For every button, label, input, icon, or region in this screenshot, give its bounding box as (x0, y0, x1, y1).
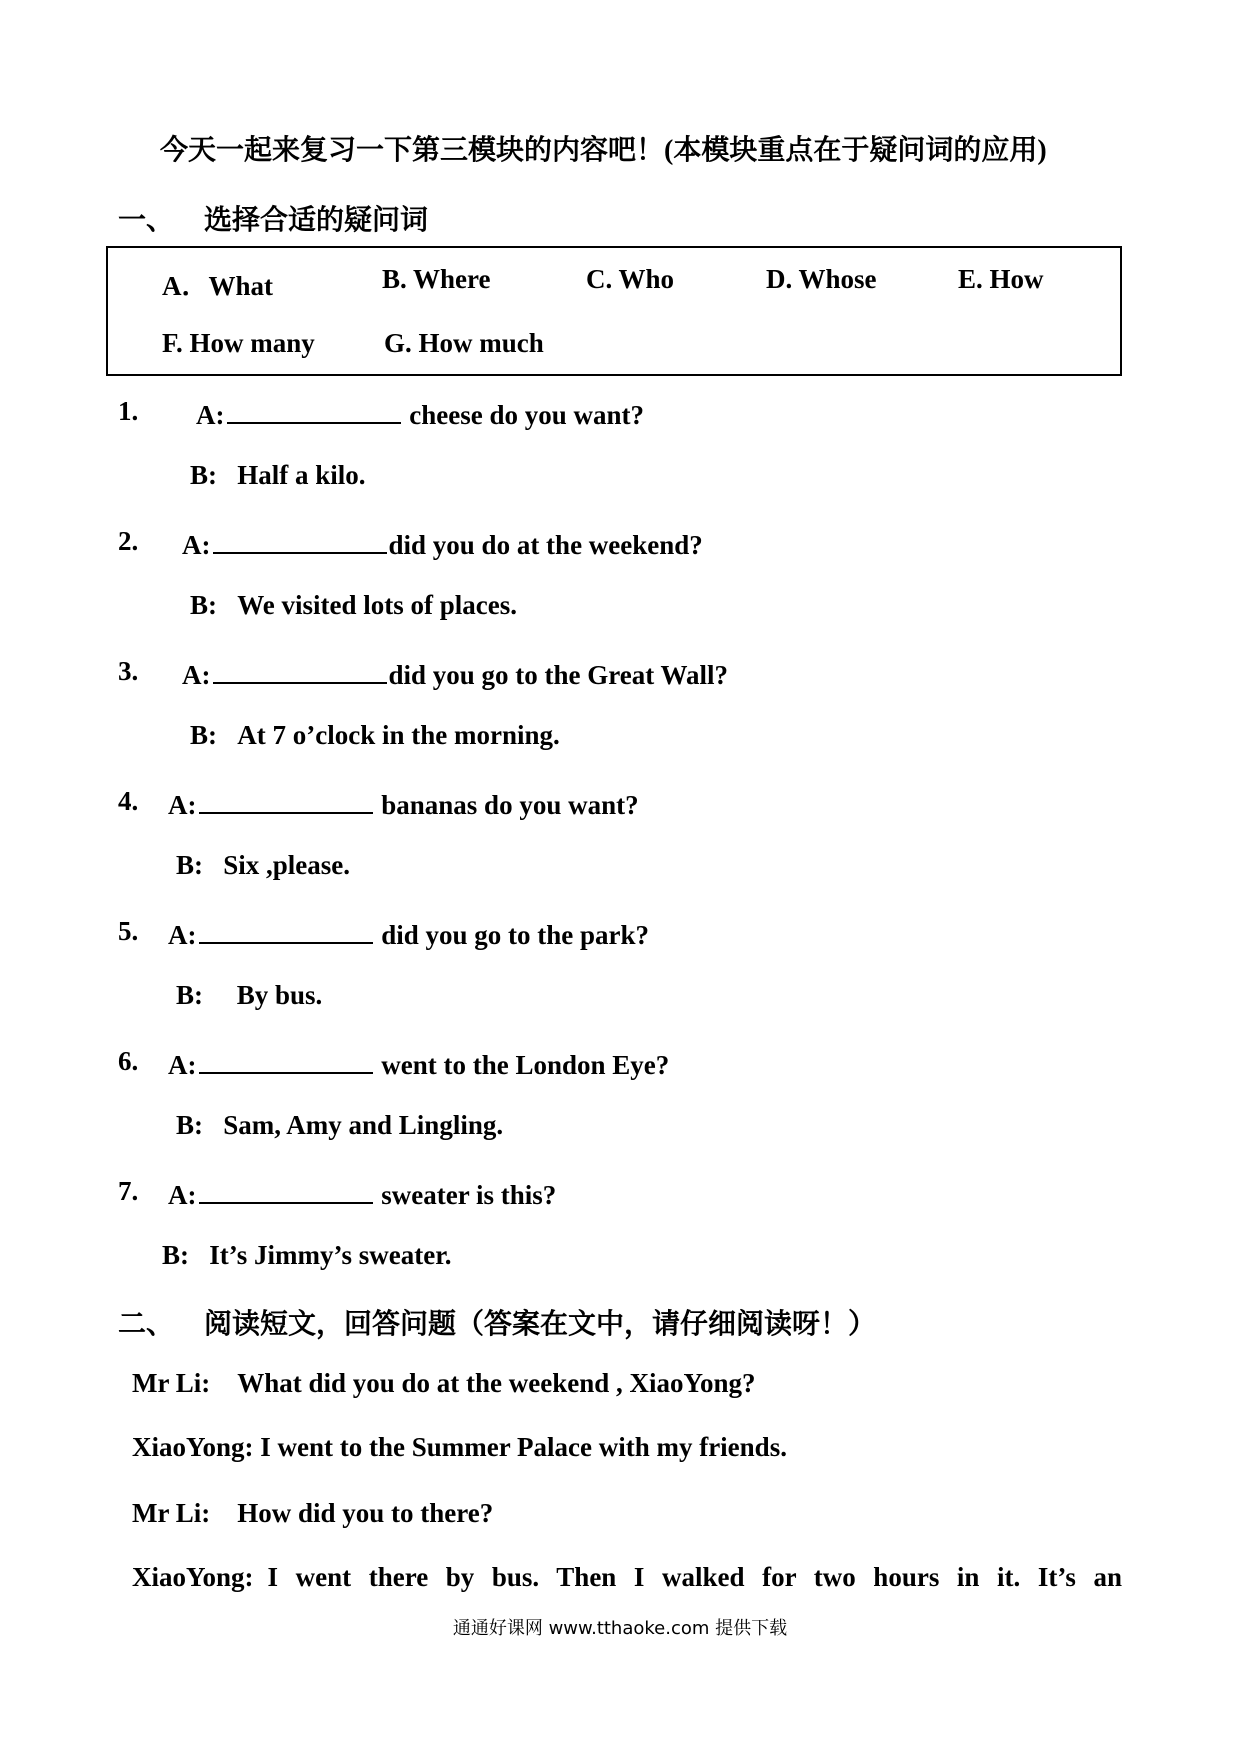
question-7-a-label: A: (168, 1180, 197, 1210)
question-5-a-label: A: (168, 920, 197, 950)
question-6-a (168, 1046, 669, 1081)
question-4-b-label: B: (176, 850, 203, 880)
question-5-b (176, 980, 322, 1011)
question-2-b (190, 590, 517, 621)
question-1-a-text: cheese do you want? (409, 400, 644, 430)
dialogue-line-2 (132, 1432, 787, 1463)
question-6-number: 6. (118, 1046, 139, 1076)
question-4-blank[interactable] (199, 786, 373, 814)
section2-heading (118, 1302, 876, 1342)
page-footer: 通通好课网 www.tthaoke.com 提供下载 (452, 1618, 788, 1639)
question-1-number: 1. (118, 396, 139, 426)
question-7-a (168, 1176, 556, 1211)
question-4-a (168, 786, 639, 821)
question-6-blank[interactable] (199, 1046, 373, 1074)
section1-number: 一、 (118, 205, 175, 236)
option-d: D. Whose (766, 264, 877, 294)
question-6-b-label: B: (176, 1110, 203, 1140)
question-7-b-text: It’s Jimmy’s sweater. (209, 1240, 452, 1270)
question-4-a-label: A: (168, 790, 197, 820)
dialogue-1-speaker: Mr Li: (132, 1368, 211, 1398)
question-5-blank[interactable] (199, 916, 373, 944)
question-1-a-label: A: (196, 400, 225, 430)
question-3-b-label: B: (190, 720, 217, 750)
options-box (106, 246, 1122, 376)
question-6-b (176, 1110, 503, 1141)
question-3-number: 3. (118, 656, 139, 686)
question-6-a-label: A: (168, 1050, 197, 1080)
question-2-a-text: did you do at the weekend? (388, 530, 703, 560)
question-2-blank[interactable] (213, 526, 387, 554)
question-5-b-label: B: (176, 980, 203, 1010)
question-6-b-text: Sam, Amy and Lingling. (223, 1110, 504, 1140)
question-4-b-text: Six ,please. (223, 850, 351, 880)
question-3-b (190, 720, 560, 751)
question-1-b (190, 460, 366, 491)
question-2-a-label: A: (182, 530, 211, 560)
question-2-b-text: We visited lots of places. (237, 590, 517, 620)
section2-number: 二、 (118, 1309, 175, 1340)
question-3-a-label: A: (182, 660, 211, 690)
section2-title: 阅读短文，回答问题（答案在文中，请仔细阅读呀！） (204, 1309, 877, 1340)
page-title: 今天一起来复习一下第三模块的内容吧！(本模块重点在于疑问词的应用) (160, 135, 1047, 166)
question-7-blank[interactable] (199, 1176, 373, 1204)
dialogue-line-1 (132, 1368, 756, 1399)
dialogue-3-speaker: Mr Li: (132, 1498, 211, 1528)
option-c: C. Who (586, 264, 675, 294)
option-e: E. How (958, 264, 1044, 294)
dialogue-2-text: I went to the Summer Palace with my friends. (260, 1432, 787, 1462)
dialogue-4-speaker: XiaoYong: (132, 1562, 254, 1592)
option-f: F. How many (162, 328, 315, 358)
option-g: G. How much (384, 328, 544, 358)
question-5-b-text: By bus. (236, 980, 323, 1010)
question-4-a-text: bananas do you want? (381, 790, 639, 820)
question-4-number: 4. (118, 786, 139, 816)
question-3-blank[interactable] (213, 656, 387, 684)
question-7-b (162, 1240, 451, 1271)
question-5-number: 5. (118, 916, 139, 946)
question-3-a-text: did you go to the Great Wall? (388, 660, 729, 690)
dialogue-2-speaker: XiaoYong: (132, 1432, 254, 1462)
question-1-a (196, 396, 644, 431)
dialogue-1-text: What did you do at the weekend , XiaoYong? (237, 1368, 756, 1398)
dialogue-line-3 (132, 1498, 493, 1529)
section1-title: 选择合适的疑问词 (204, 205, 429, 236)
question-2-a (182, 526, 703, 561)
question-7-b-label: B: (162, 1240, 189, 1270)
question-3-a (182, 656, 728, 691)
question-5-a (168, 916, 649, 951)
question-3-b-text: At 7 o’clock in the morning. (237, 720, 560, 750)
question-5-a-text: did you go to the park? (381, 920, 650, 950)
dialogue-3-text: How did you to there? (237, 1498, 494, 1528)
question-6-a-text: went to the London Eye? (381, 1050, 670, 1080)
question-2-b-label: B: (190, 590, 217, 620)
option-a: A．What (162, 271, 274, 301)
question-7-number: 7. (118, 1176, 139, 1206)
question-2-number: 2. (118, 526, 139, 556)
question-1-b-label: B: (190, 460, 217, 490)
question-1-blank[interactable] (227, 396, 401, 424)
dialogue-4-text: I went there by bus. Then I walked for two hours in it. It’s an (267, 1562, 1122, 1592)
question-1-b-text: Half a kilo. (237, 460, 366, 490)
question-7-a-text: sweater is this? (381, 1180, 557, 1210)
question-4-b (176, 850, 350, 881)
dialogue-line-4 (132, 1562, 1122, 1593)
option-b: B. Where (382, 264, 491, 294)
section1-heading (118, 198, 428, 238)
